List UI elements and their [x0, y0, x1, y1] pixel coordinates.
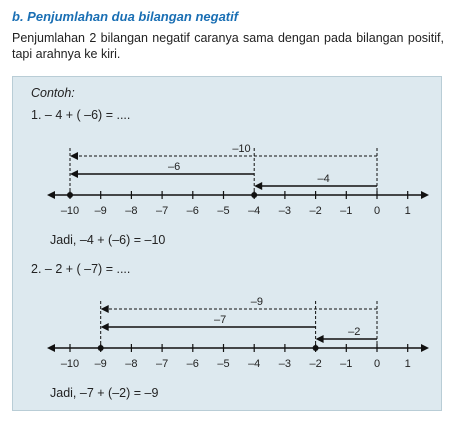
intro-paragraph: Penjumlahan 2 bilangan negatif caranya sama dengan pada bilangan positif, tapi arahnya ke kiri. — [12, 31, 444, 61]
problem-2-tick-label: –4 — [248, 358, 261, 370]
example-box — [12, 76, 442, 411]
problem-2-tick-label: 0 — [373, 358, 381, 370]
problem-2-arrow-1-head — [101, 305, 109, 313]
problem-1-tick-label: –4 — [248, 205, 261, 217]
problem-2-point-dot — [313, 345, 319, 351]
problem-1-arrow-3-label: –4 — [317, 173, 330, 185]
problem-1-axis-right-arrow — [421, 191, 429, 199]
problem-1-arrow-3-head — [254, 182, 262, 190]
problem-2-tick-label: –2 — [309, 358, 322, 370]
problem-1-point-dot — [251, 192, 257, 198]
problem-2-arrow-3-head — [316, 335, 324, 343]
problem-1-axis-left-arrow — [47, 191, 55, 199]
problem-2-tick-label: –5 — [217, 358, 230, 370]
problem-2-tick-label: –7 — [155, 358, 169, 370]
problem-1-tick-label: –2 — [309, 205, 322, 217]
problem-1-tick-label: –3 — [278, 205, 292, 217]
problem-1-tick-label: –1 — [340, 205, 353, 217]
problem-1-tick-label: –8 — [125, 205, 138, 217]
problem-1-tick-label: 0 — [373, 205, 381, 217]
problem-2-arrow-2-label: –7 — [214, 314, 227, 326]
problem-1-conclusion: Jadi, –4 + (–6) = –10 — [50, 233, 166, 247]
problem-2-axis-left-arrow — [47, 344, 55, 352]
problem-2-tick-label: –6 — [186, 358, 199, 370]
problem-1-tick-label: –6 — [186, 205, 199, 217]
problem-2-conclusion: Jadi, –7 + (–2) = –9 — [50, 386, 159, 400]
problem-1-tick-label: –10 — [60, 205, 80, 217]
number-line-diagrams — [13, 77, 443, 412]
problem-1-arrow-2-label: –6 — [167, 161, 181, 173]
problem-2-arrow-3-label: –2 — [348, 326, 361, 338]
problem-1-point-dot — [67, 192, 73, 198]
problem-2-tick-label: –9 — [94, 358, 107, 370]
problem-1-arrow-1-label: –10 — [232, 143, 251, 155]
problem-2-axis-right-arrow — [421, 344, 429, 352]
problem-2-tick-label: 1 — [404, 358, 411, 370]
problem-1-arrow-1-head — [70, 152, 78, 160]
problem-2-point-dot — [98, 345, 104, 351]
problem-2-arrow-1-label: –9 — [250, 296, 263, 308]
problem-1-tick-label: –7 — [155, 205, 169, 217]
problem-2-tick-label: –10 — [60, 358, 80, 370]
problem-2-question: 2. – 2 + ( –7) = .... — [31, 262, 131, 276]
problem-2-tick-label: –1 — [340, 358, 353, 370]
problem-2-tick-label: –8 — [125, 358, 138, 370]
contoh-label: Contoh: — [31, 86, 75, 100]
problem-1-question: 1. – 4 + ( –6) = .... — [31, 108, 131, 122]
problem-2-tick-label: –3 — [278, 358, 292, 370]
problem-1-arrow-2-head — [70, 170, 78, 178]
problem-1-tick-label: 1 — [404, 205, 411, 217]
problem-2-arrow-2-head — [101, 323, 109, 331]
problem-1-tick-label: –9 — [94, 205, 107, 217]
section-heading: b. Penjumlahan dua bilangan negatif — [12, 9, 239, 24]
problem-1-tick-label: –5 — [217, 205, 230, 217]
